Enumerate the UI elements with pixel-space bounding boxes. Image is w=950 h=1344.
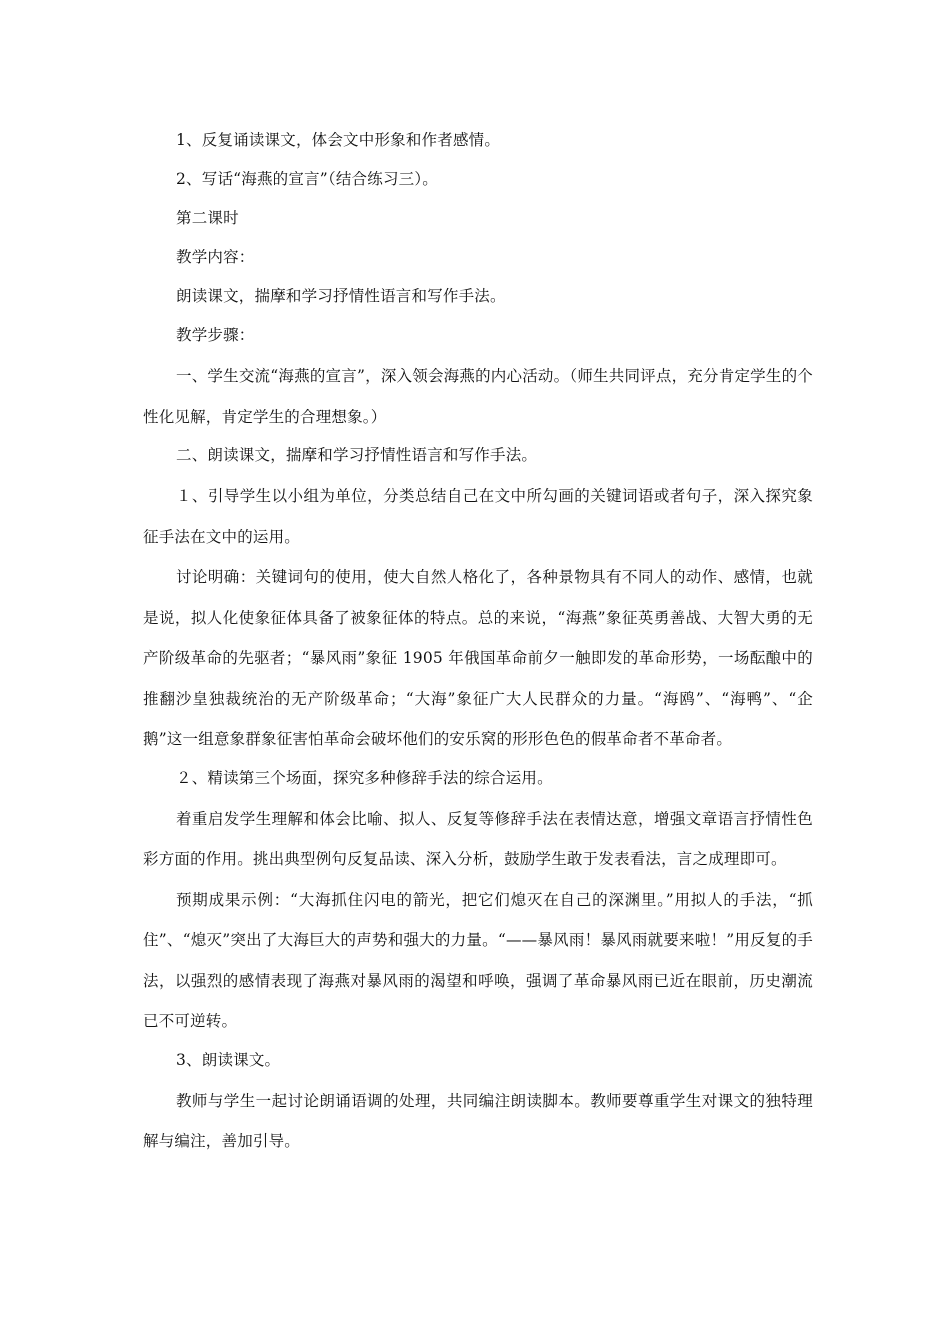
heading-teaching-steps: 教学步骤： xyxy=(176,326,255,344)
paragraph-task-1: 1、反复诵读课文，体会文中形象和作者感情。 xyxy=(176,131,501,149)
document-body xyxy=(143,122,813,1162)
heading-teaching-content: 教学内容： xyxy=(176,248,255,266)
paragraph-step-1: 一、学生交流“海燕的宣言”，深入领会海燕的内心活动。（师生共同评点，充分肯定学生的个性化见解，肯定学生的合理想象。） xyxy=(143,367,813,426)
paragraph-substep-1: １、引导学生以小组为单位，分类总结自己在文中所勾画的关键词语或者句子，深入探究象征手法在文中的运用。 xyxy=(143,487,813,546)
section-heading-second-lesson: 第二课时 xyxy=(176,209,239,227)
paragraph-discussion: 讨论明确：关键词句的使用，使大自然人格化了，各种景物具有不同人的动作、感情，也就是说，拟人化使象征体具备了被象征体的特点。总的来说，“海燕”象征英勇善战、大智大勇的无产阶级革命的先驱者；“暴风雨”象征 1905 年俄国革命前夕一触即发的革命形势，一场酝酿中的推翻沙皇独裁统治的无产阶级革命；“大海”象征广大人民群众的力量。“海鸥”、“海鸭”、“企鹅”这一组意象群象征害怕革命会破坏他们的安乐窝的形形色色的假革命者不革命者。 xyxy=(143,568,813,748)
paragraph-expected-results: 预期成果示例：“大海抓住闪电的箭光，把它们熄灭在自己的深渊里。”用拟人的手法，“抓住”、“熄灭”突出了大海巨大的声势和强大的力量。“——暴风雨！暴风雨就要来啦！”用反复的手法，以强烈的感情表现了海燕对暴风雨的渴望和呼唤，强调了革命暴风雨已近在眼前，历史潮流已不可逆转。 xyxy=(143,890,813,1030)
paragraph-step-2: 二、朗读课文，揣摩和学习抒情性语言和写作手法。 xyxy=(176,446,538,464)
paragraph-substep-2: ２、精读第三个场面，探究多种修辞手法的综合运用。 xyxy=(176,768,553,787)
paragraph-teaching-content: 朗读课文，揣摩和学习抒情性语言和写作手法。 xyxy=(176,287,506,305)
paragraph-rhetoric-guidance: 着重启发学生理解和体会比喻、拟人、反复等修辞手法在表情达意，增强文章语言抒情性色彩方面的作用。挑出典型例句反复品读、深入分析，鼓励学生敢于发表看法，言之成理即可。 xyxy=(143,809,813,868)
paragraph-task-2: 2、写话“海燕的宣言”（结合练习三）。 xyxy=(176,170,439,188)
paragraph-reading-script: 教师与学生一起讨论朗诵语调的处理，共同编注朗读脚本。教师要尊重学生对课文的独特理解与编注，善加引导。 xyxy=(143,1091,813,1150)
paragraph-substep-3: 3、朗读课文。 xyxy=(176,1050,281,1069)
